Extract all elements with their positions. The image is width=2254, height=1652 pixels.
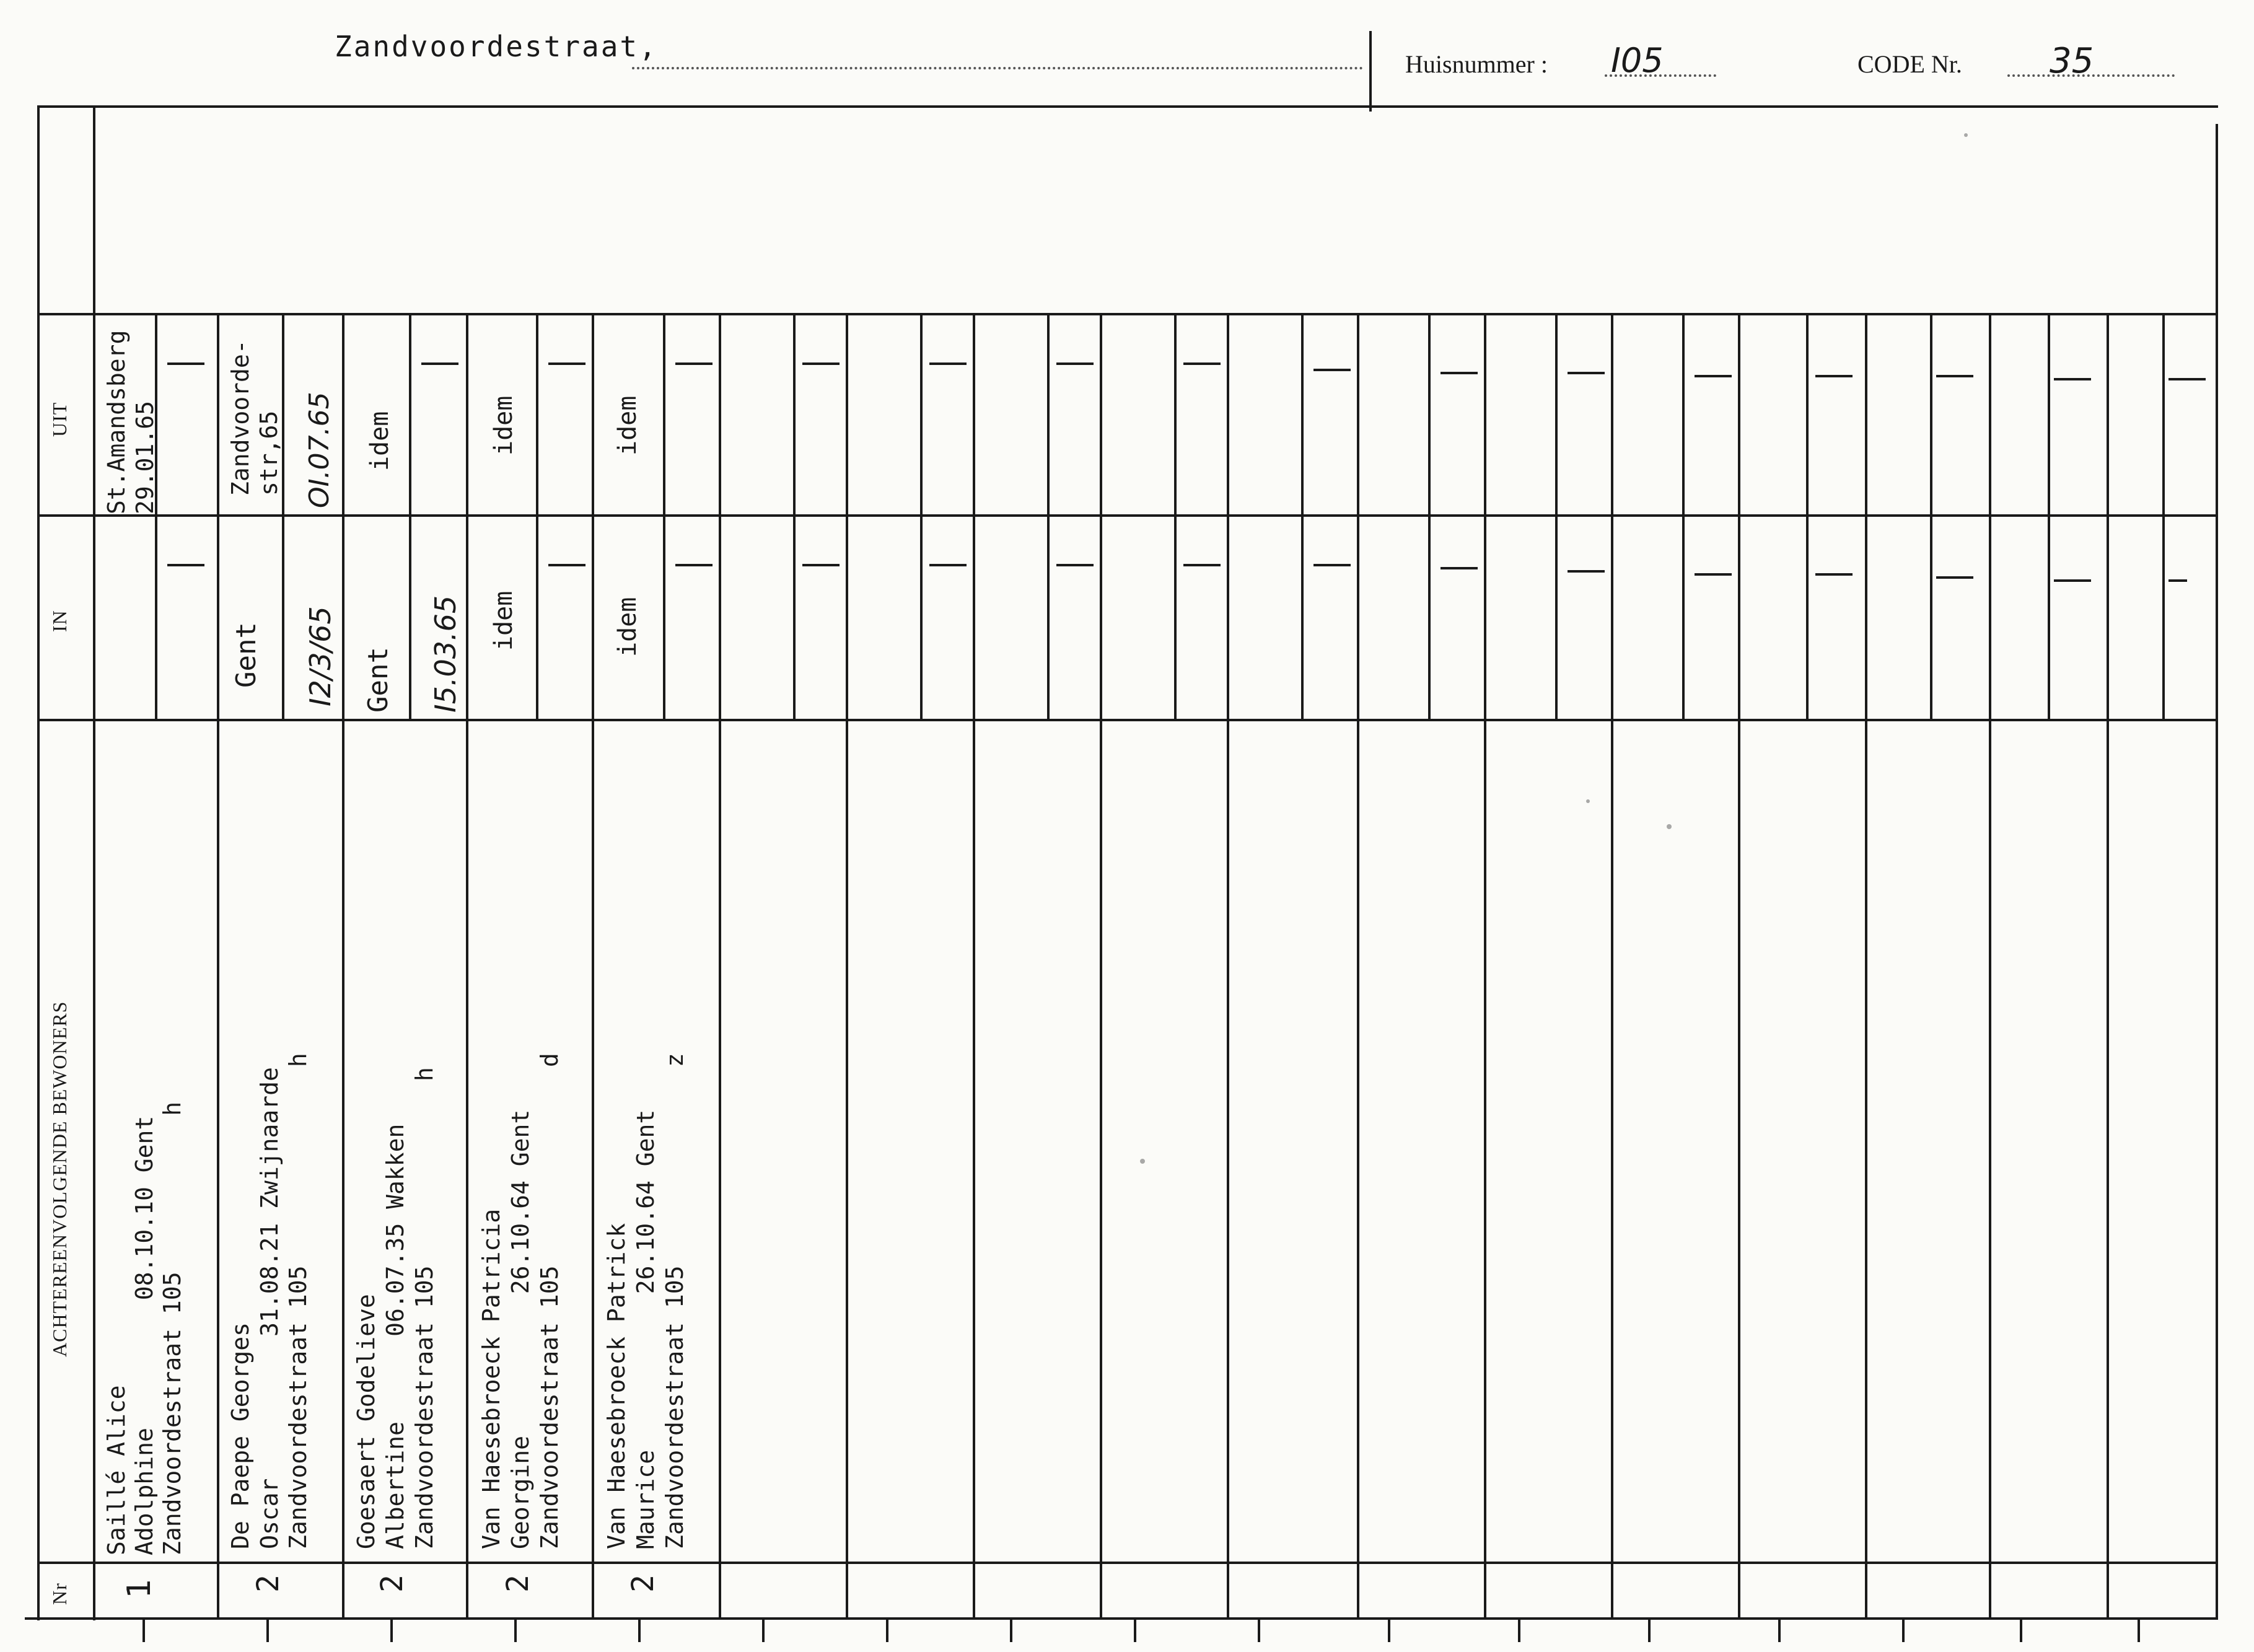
in-uit-divider xyxy=(37,514,2216,517)
resident-name: De Paepe Georges xyxy=(227,1322,254,1549)
bottom-tick xyxy=(514,1617,517,1642)
row-divider xyxy=(846,313,848,1617)
row-divider xyxy=(2107,313,2109,1617)
empty-cell-dash xyxy=(1815,375,1853,377)
resident-address: Zandvoordestraat 105 z xyxy=(661,1053,688,1549)
empty-cell-dash xyxy=(1056,362,1094,365)
huisnummer-value: I05 xyxy=(1611,41,1664,80)
uit-place: idem xyxy=(613,395,642,455)
row-divider xyxy=(1989,313,1991,1617)
row-divider xyxy=(1611,313,1613,1617)
sub-divider xyxy=(1047,313,1050,719)
uit-date: OI.07.65 xyxy=(304,392,335,508)
in-place: idem xyxy=(613,597,642,657)
row-divider xyxy=(1100,313,1102,1617)
label-strip-divider xyxy=(93,105,95,1620)
row-divider xyxy=(1227,313,1229,1617)
resident-birth: Georgine 26.10.64 Gent xyxy=(507,1109,534,1549)
bottom-tick xyxy=(886,1617,888,1642)
scan-speck xyxy=(1586,799,1590,803)
sub-divider xyxy=(2162,313,2165,719)
empty-cell-dash xyxy=(1695,375,1732,377)
column-header-bewoners: ACHTEREENVOLGENDE BEWONERS xyxy=(48,1001,71,1357)
sub-divider xyxy=(920,313,923,719)
resident-address: Zandvoordestraat 105 h xyxy=(284,1053,312,1549)
bottom-tick xyxy=(143,1617,145,1642)
row-nr: 2 xyxy=(501,1575,535,1593)
street-name: Zandvoordestraat, xyxy=(335,30,658,63)
bottom-tick xyxy=(1258,1617,1260,1642)
in-date: I5.03.65 xyxy=(429,595,462,713)
in-place: idem xyxy=(489,591,518,651)
resident-address: Zandvoordestraat 105 d xyxy=(536,1053,563,1549)
empty-cell-dash xyxy=(1313,369,1351,371)
code-label: CODE Nr. xyxy=(1857,50,1962,78)
sub-divider xyxy=(793,313,796,719)
table-left-border xyxy=(37,105,40,1620)
code-dotted-line xyxy=(2007,74,2175,77)
resident-birth: Adolphine 08.10.10 Gent xyxy=(131,1115,158,1555)
bottom-tick xyxy=(1388,1617,1390,1642)
empty-cell-dash xyxy=(802,362,840,365)
row-divider xyxy=(592,313,594,1617)
in-place: Gent xyxy=(362,647,394,713)
sub-divider xyxy=(1301,313,1304,719)
empty-cell-dash xyxy=(1936,375,1973,377)
scan-speck xyxy=(1140,1159,1145,1164)
resident-address: Zandvoordestraat 105 h xyxy=(159,1101,186,1555)
bottom-tick xyxy=(2020,1617,2022,1642)
row-divider xyxy=(1738,313,1740,1617)
empty-cell-dash xyxy=(675,362,713,365)
sub-divider xyxy=(1806,313,1809,719)
empty-cell-dash xyxy=(1441,567,1478,569)
resident-birth: Albertine 06.07.35 Wakken xyxy=(382,1123,409,1549)
header-divider xyxy=(1369,31,1372,112)
in-place: Gent xyxy=(230,622,262,688)
empty-cell-dash xyxy=(1183,362,1221,365)
bottom-tick xyxy=(1518,1617,1520,1642)
uit-place: idem xyxy=(489,395,518,455)
street-dotted-line xyxy=(632,67,1363,69)
bottom-tick xyxy=(1648,1617,1651,1642)
resident-address: Zandvoordestraat 105 h xyxy=(411,1067,438,1549)
in-date: I2/3/65 xyxy=(304,606,337,706)
table-bottom-border xyxy=(25,1617,2218,1620)
bottom-tick xyxy=(390,1617,393,1642)
resident-name: Saillé Alice xyxy=(103,1385,130,1555)
column-header-nr: Nr xyxy=(48,1583,71,1605)
bottom-tick xyxy=(2138,1617,2140,1642)
scan-speck xyxy=(1667,824,1672,829)
empty-cell-dash xyxy=(675,564,713,566)
empty-cell-dash xyxy=(929,564,967,566)
empty-cell-dash xyxy=(2054,378,2091,380)
sub-divider xyxy=(1682,313,1685,719)
row-divider xyxy=(217,313,219,1617)
empty-cell-dash xyxy=(167,564,204,566)
bottom-tick xyxy=(266,1617,269,1642)
code-value: 35 xyxy=(2050,41,2094,81)
resident-name: Goesaert Godelieve xyxy=(353,1294,380,1549)
sub-divider xyxy=(1930,313,1932,719)
sub-divider xyxy=(2048,313,2050,719)
bottom-tick xyxy=(762,1617,765,1642)
empty-cell-dash xyxy=(2168,378,2206,380)
column-header-in: IN xyxy=(48,610,71,632)
row-nr: 2 xyxy=(375,1575,410,1593)
uit-place: St.Amandsberg 29.01.65 xyxy=(103,330,159,514)
sub-divider xyxy=(1174,313,1177,719)
bottom-tick xyxy=(1778,1617,1781,1642)
empty-cell-dash xyxy=(548,564,585,566)
empty-cell-dash xyxy=(548,362,585,365)
empty-cell-dash xyxy=(2168,579,2187,582)
empty-cell-dash xyxy=(2054,579,2091,582)
sub-divider xyxy=(536,313,538,719)
sub-divider xyxy=(409,313,411,719)
sub-divider xyxy=(663,313,665,719)
uit-top-divider xyxy=(37,313,2216,315)
bottom-tick xyxy=(638,1617,641,1642)
table-right-border xyxy=(2216,124,2218,1617)
empty-cell-dash xyxy=(1936,576,1973,579)
bottom-tick xyxy=(1010,1617,1012,1642)
resident-birth: Maurice 26.10.64 Gent xyxy=(632,1109,659,1549)
resident-birth: Oscar 31.08.21 Zwijnaarde xyxy=(256,1067,283,1549)
empty-cell-dash xyxy=(421,362,458,365)
row-divider xyxy=(719,313,721,1617)
row-nr: 2 xyxy=(251,1575,286,1593)
empty-cell-dash xyxy=(1695,573,1732,576)
row-divider xyxy=(1865,313,1867,1617)
nr-divider xyxy=(37,1562,2216,1564)
bottom-tick xyxy=(1902,1617,1905,1642)
row-divider xyxy=(973,313,975,1617)
empty-cell-dash xyxy=(1183,564,1221,566)
bewoners-in-divider xyxy=(37,719,2216,721)
uit-place: Zandvoorde- str,65 xyxy=(227,340,283,496)
empty-cell-dash xyxy=(1568,372,1605,374)
bottom-tick xyxy=(1134,1617,1136,1642)
scan-speck xyxy=(1964,133,1968,137)
empty-cell-dash xyxy=(1056,564,1094,566)
resident-name: Van Haesebroeck Patrick xyxy=(603,1223,630,1549)
row-divider xyxy=(466,313,468,1617)
empty-cell-dash xyxy=(1568,570,1605,573)
column-header-uit: UIT xyxy=(48,402,71,437)
row-divider xyxy=(342,313,344,1617)
row-nr: 2 xyxy=(626,1575,660,1593)
sub-divider xyxy=(1555,313,1558,719)
huisnummer-label: Huisnummer : xyxy=(1405,50,1548,78)
table-top-border xyxy=(37,105,2218,108)
row-nr: 1 xyxy=(121,1579,158,1599)
sub-divider xyxy=(1428,313,1431,719)
empty-cell-dash xyxy=(929,362,967,365)
row-divider xyxy=(1357,313,1359,1617)
empty-cell-dash xyxy=(802,564,840,566)
empty-cell-dash xyxy=(1815,573,1853,576)
huisnummer-dotted-line xyxy=(1605,74,1716,77)
row-divider xyxy=(1484,313,1486,1617)
empty-cell-dash xyxy=(1441,372,1478,374)
resident-name: Van Haesebroeck Patricia xyxy=(478,1208,505,1549)
empty-cell-dash xyxy=(167,362,204,365)
uit-place: idem xyxy=(366,411,394,471)
empty-cell-dash xyxy=(1313,564,1351,566)
